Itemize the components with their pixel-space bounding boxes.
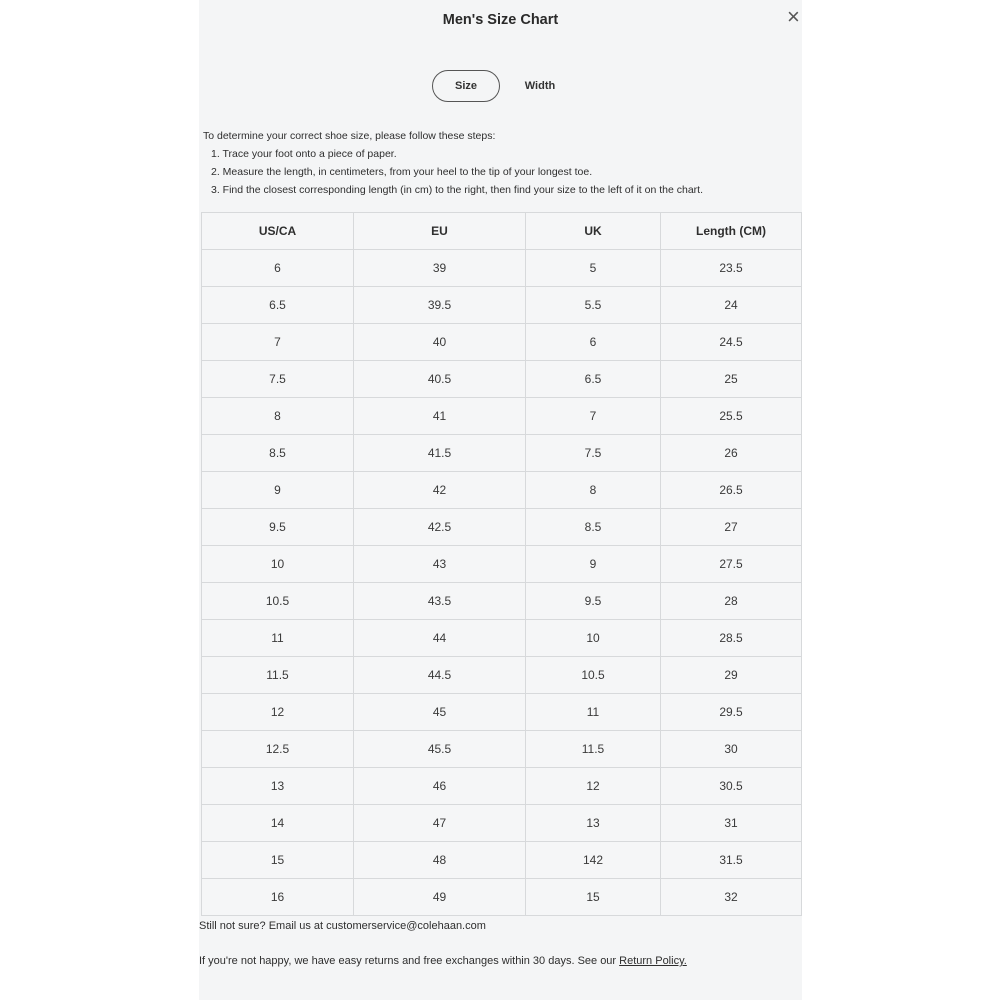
cell-eu: 43.5 bbox=[354, 583, 526, 620]
cell-uk: 10 bbox=[526, 620, 661, 657]
cell-eu: 41 bbox=[354, 398, 526, 435]
table-row bbox=[202, 879, 802, 916]
modal-title: Men's Size Chart bbox=[442, 12, 559, 28]
cell-us-ca: 8 bbox=[202, 398, 354, 435]
table-row bbox=[202, 731, 802, 768]
cell-length-cm: 24 bbox=[661, 287, 802, 324]
cell-eu: 42 bbox=[354, 472, 526, 509]
cell-us-ca: 7 bbox=[202, 324, 354, 361]
cell-us-ca: 12.5 bbox=[202, 731, 354, 768]
cell-eu: 46 bbox=[354, 768, 526, 805]
cell-eu: 43 bbox=[354, 546, 526, 583]
size-chart-modal bbox=[199, 0, 802, 1000]
cell-us-ca: 8.5 bbox=[202, 435, 354, 472]
cell-us-ca: 16 bbox=[202, 879, 354, 916]
cell-length-cm: 29 bbox=[661, 657, 802, 694]
cell-uk: 7.5 bbox=[526, 435, 661, 472]
table-row bbox=[202, 361, 802, 398]
cell-uk: 13 bbox=[526, 805, 661, 842]
table-row bbox=[202, 324, 802, 361]
cell-eu: 45 bbox=[354, 694, 526, 731]
cell-length-cm: 25.5 bbox=[661, 398, 802, 435]
cell-uk: 6 bbox=[526, 324, 661, 361]
table-header-row bbox=[202, 213, 802, 250]
cell-length-cm: 28 bbox=[661, 583, 802, 620]
cell-eu: 49 bbox=[354, 879, 526, 916]
cell-uk: 11.5 bbox=[526, 731, 661, 768]
cell-length-cm: 32 bbox=[661, 879, 802, 916]
contact-note: Still not sure? Email us at customerservice@colehaan.com bbox=[199, 920, 486, 932]
cell-us-ca: 6 bbox=[202, 250, 354, 287]
tab-size[interactable]: Size bbox=[432, 70, 500, 102]
cell-eu: 42.5 bbox=[354, 509, 526, 546]
cell-us-ca: 6.5 bbox=[202, 287, 354, 324]
cell-uk: 142 bbox=[526, 842, 661, 879]
cell-length-cm: 31 bbox=[661, 805, 802, 842]
cell-us-ca: 14 bbox=[202, 805, 354, 842]
cell-eu: 45.5 bbox=[354, 731, 526, 768]
cell-us-ca: 10 bbox=[202, 546, 354, 583]
column-header-length-cm: Length (CM) bbox=[661, 213, 802, 250]
cell-length-cm: 30.5 bbox=[661, 768, 802, 805]
cell-length-cm: 24.5 bbox=[661, 324, 802, 361]
cell-uk: 5 bbox=[526, 250, 661, 287]
sizing-instructions bbox=[203, 127, 794, 199]
cell-uk: 7 bbox=[526, 398, 661, 435]
instructions-intro: To determine your correct shoe size, please follow these steps: bbox=[203, 130, 496, 142]
cell-length-cm: 27 bbox=[661, 509, 802, 546]
cell-eu: 39.5 bbox=[354, 287, 526, 324]
cell-length-cm: 23.5 bbox=[661, 250, 802, 287]
returns-note bbox=[199, 955, 687, 967]
cell-uk: 12 bbox=[526, 768, 661, 805]
table-row bbox=[202, 694, 802, 731]
column-header-us-ca: US/CA bbox=[202, 213, 354, 250]
column-header-eu: EU bbox=[354, 213, 526, 250]
table-row bbox=[202, 287, 802, 324]
instruction-step: 3. Find the closest corresponding length (in cm) to the right, then find your size to the left of it on the chart. bbox=[211, 184, 704, 196]
cell-uk: 15 bbox=[526, 879, 661, 916]
table-row bbox=[202, 398, 802, 435]
cell-uk: 10.5 bbox=[526, 657, 661, 694]
table-row bbox=[202, 620, 802, 657]
close-icon[interactable]: × bbox=[787, 4, 800, 29]
table-row bbox=[202, 768, 802, 805]
size-conversion-table bbox=[201, 212, 802, 916]
cell-length-cm: 28.5 bbox=[661, 620, 802, 657]
table-row bbox=[202, 546, 802, 583]
table-body bbox=[202, 250, 802, 916]
table-row bbox=[202, 472, 802, 509]
cell-eu: 44 bbox=[354, 620, 526, 657]
cell-length-cm: 25 bbox=[661, 361, 802, 398]
table-row bbox=[202, 583, 802, 620]
cell-length-cm: 26.5 bbox=[661, 472, 802, 509]
table-row bbox=[202, 657, 802, 694]
table-row bbox=[202, 509, 802, 546]
cell-eu: 44.5 bbox=[354, 657, 526, 694]
instruction-step: 2. Measure the length, in centimeters, from your heel to the tip of your longest toe. bbox=[211, 166, 593, 178]
table-row bbox=[202, 805, 802, 842]
return-policy-link[interactable]: Return Policy. bbox=[619, 955, 687, 967]
cell-us-ca: 11.5 bbox=[202, 657, 354, 694]
size-width-tabs bbox=[432, 70, 580, 102]
table-row bbox=[202, 842, 802, 879]
table-row bbox=[202, 435, 802, 472]
cell-length-cm: 26 bbox=[661, 435, 802, 472]
cell-us-ca: 15 bbox=[202, 842, 354, 879]
column-header-uk: UK bbox=[526, 213, 661, 250]
cell-eu: 40 bbox=[354, 324, 526, 361]
cell-us-ca: 13 bbox=[202, 768, 354, 805]
cell-us-ca: 12 bbox=[202, 694, 354, 731]
cell-us-ca: 10.5 bbox=[202, 583, 354, 620]
cell-uk: 9.5 bbox=[526, 583, 661, 620]
returns-text: If you're not happy, we have easy returns and free exchanges within 30 days. See our bbox=[199, 955, 620, 967]
cell-us-ca: 11 bbox=[202, 620, 354, 657]
cell-us-ca: 9 bbox=[202, 472, 354, 509]
cell-length-cm: 29.5 bbox=[661, 694, 802, 731]
cell-eu: 47 bbox=[354, 805, 526, 842]
table-row bbox=[202, 250, 802, 287]
cell-uk: 6.5 bbox=[526, 361, 661, 398]
tab-width[interactable]: Width bbox=[524, 80, 556, 92]
cell-uk: 8.5 bbox=[526, 509, 661, 546]
cell-eu: 41.5 bbox=[354, 435, 526, 472]
cell-length-cm: 27.5 bbox=[661, 546, 802, 583]
cell-us-ca: 7.5 bbox=[202, 361, 354, 398]
cell-uk: 8 bbox=[526, 472, 661, 509]
cell-length-cm: 30 bbox=[661, 731, 802, 768]
cell-eu: 39 bbox=[354, 250, 526, 287]
cell-length-cm: 31.5 bbox=[661, 842, 802, 879]
cell-uk: 9 bbox=[526, 546, 661, 583]
instruction-step: 1. Trace your foot onto a piece of paper. bbox=[211, 148, 397, 160]
cell-uk: 5.5 bbox=[526, 287, 661, 324]
cell-us-ca: 9.5 bbox=[202, 509, 354, 546]
cell-uk: 11 bbox=[526, 694, 661, 731]
cell-eu: 40.5 bbox=[354, 361, 526, 398]
cell-eu: 48 bbox=[354, 842, 526, 879]
